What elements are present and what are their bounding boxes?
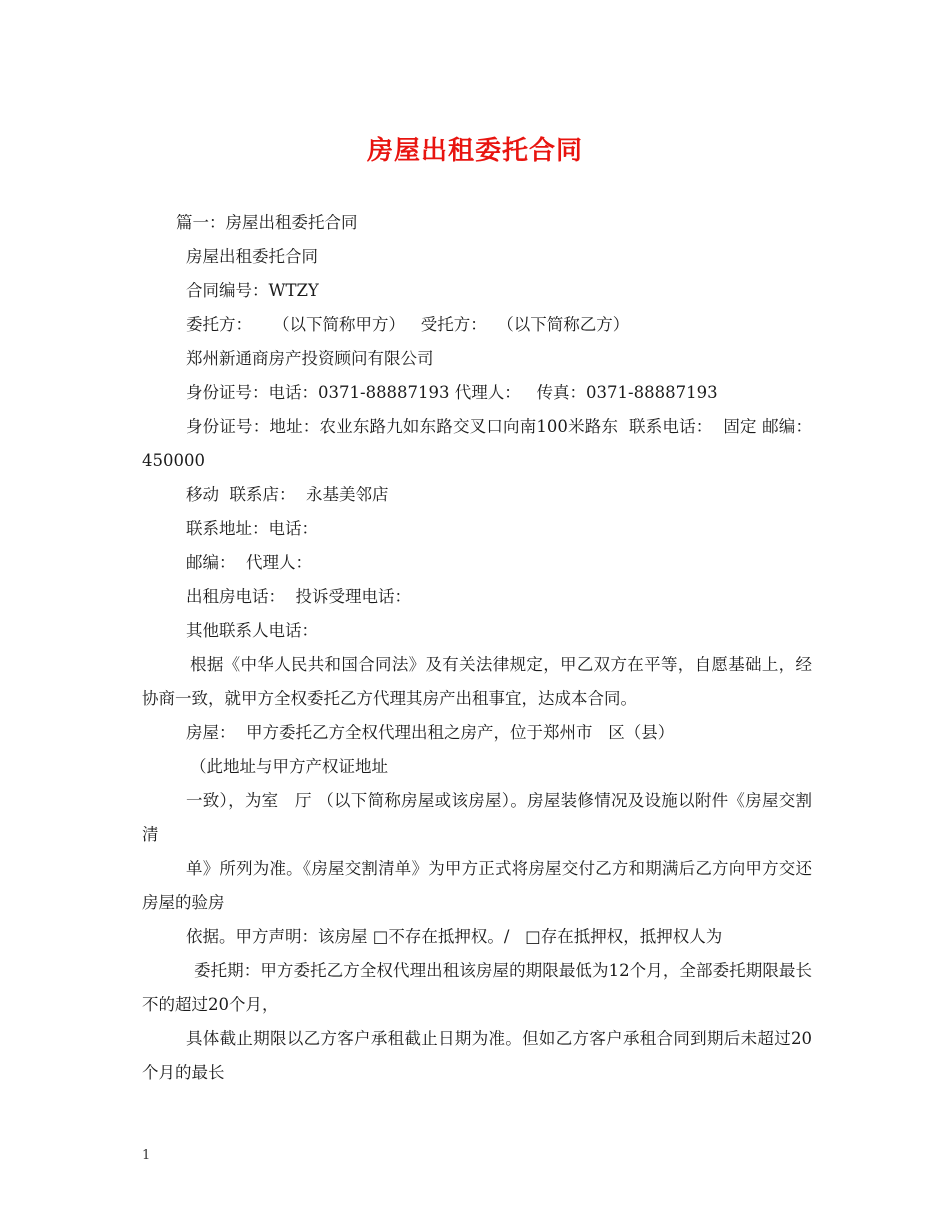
rental-phone-line: 出租房电话： 投诉受理电话： bbox=[186, 587, 411, 606]
address-line: 身份证号：地址：农业东路九如东路交叉口向南100米路东 联系电话： 固定 邮编：450000 bbox=[142, 417, 812, 470]
term-paragraph: 委托期：甲方委托乙方全权代理出租该房屋的期限最低为12个月，全部委托期限最长不的超过20个月， bbox=[142, 961, 812, 1014]
preamble-paragraph: 根据《中华人民共和国合同法》及有关法律规定，甲乙双方在平等，自愿基础上，经协商一致，就甲方全权委托乙方代理其房产出租事宜，达成本合同。 bbox=[142, 655, 812, 708]
document-title: 房屋出租委托合同 bbox=[366, 136, 583, 166]
term-deadline-paragraph: 具体截止期限以乙方客户承租截止日期为准。但如乙方客户承租合同到期后未超过20个月的最长 bbox=[142, 1029, 812, 1082]
mortgage-declaration-line: 依据。甲方声明：该房屋 □不存在抵押权。/ □存在抵押权，抵押权人为 bbox=[186, 927, 723, 946]
parties-line: 委托方： （以下简称甲方） 受托方： （以下简称乙方） bbox=[186, 315, 630, 334]
company-name: 郑州新通商房产投资顾问有限公司 bbox=[186, 349, 434, 368]
other-contact-line: 其他联系人电话： bbox=[186, 621, 318, 640]
page-number: 1 bbox=[142, 1148, 151, 1163]
property-line: 房屋： 甲方委托乙方全权代理出租之房产，位于郑州市 区（县） bbox=[186, 723, 675, 742]
handover-list-line: 单》所列为准。《房屋交割清单》为甲方正式将房屋交付乙方和期满后乙方向甲方交还房屋的验房 bbox=[142, 859, 812, 912]
contact-address-line: 联系地址：电话： bbox=[186, 519, 318, 538]
contract-name: 房屋出租委托合同 bbox=[186, 247, 318, 266]
property-rooms-line: 一致），为室 厅 （以下简称房屋或该房屋）。房屋装修情况及设施以附件《房屋交割清 bbox=[142, 791, 812, 844]
document-body bbox=[142, 206, 812, 1090]
property-address-note: （此地址与甲方产权证地址 bbox=[190, 757, 388, 776]
postcode-agent-line: 邮编： 代理人： bbox=[186, 553, 312, 572]
section-heading: 篇一：房屋出租委托合同 bbox=[176, 213, 358, 232]
id-phone-line: 身份证号：电话：0371-88887193 代理人： 传真：0371-88887193 bbox=[186, 383, 718, 402]
contract-number: 合同编号：WTZY bbox=[186, 281, 319, 300]
contact-store-line: 移动 联系店： 永基美邻店 bbox=[186, 485, 389, 504]
